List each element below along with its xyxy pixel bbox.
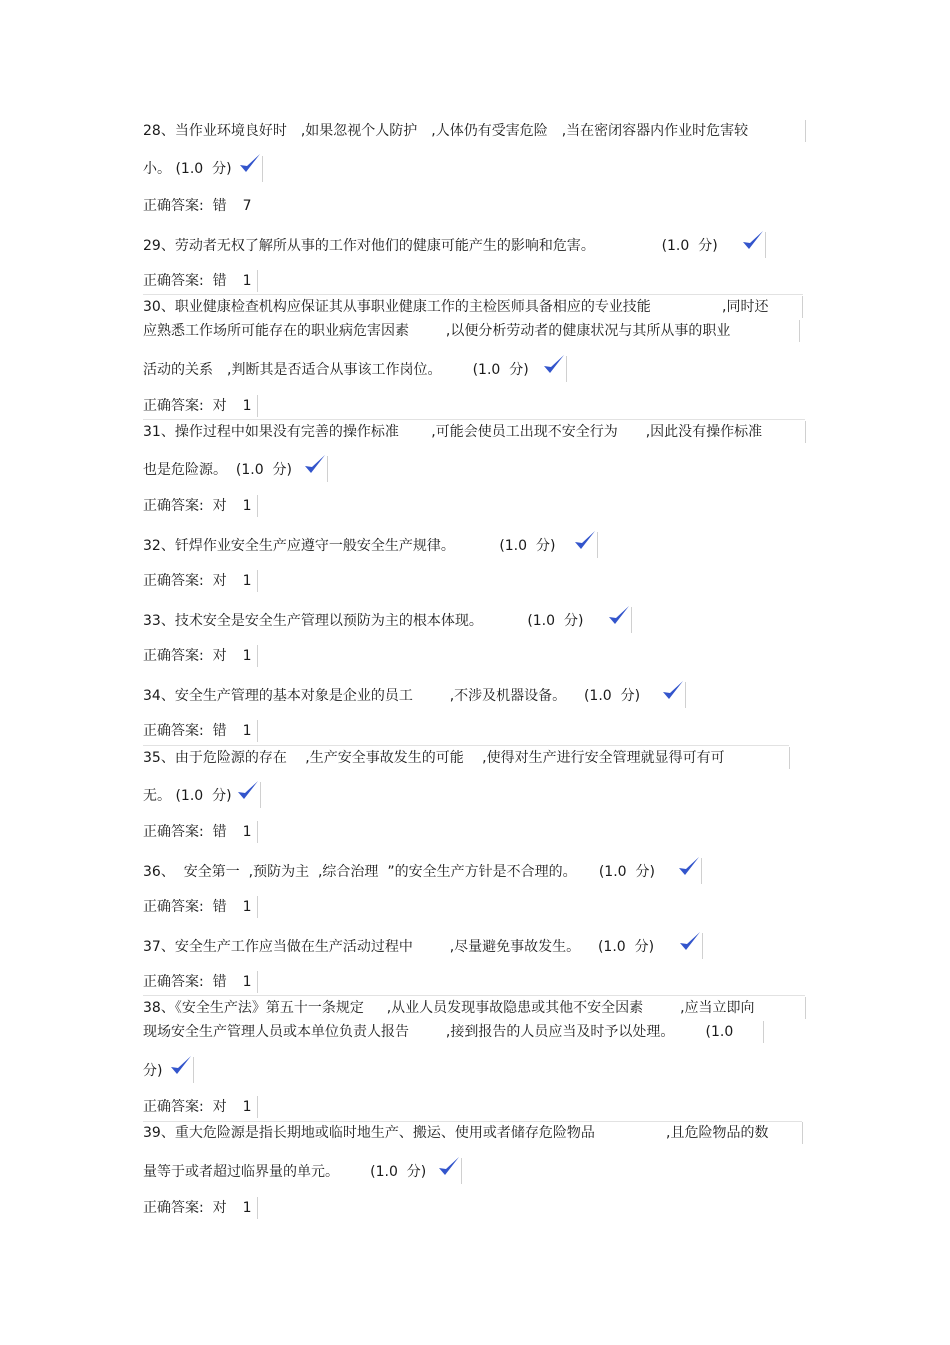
divider [701,858,702,884]
answer-score: 1 [242,824,252,840]
answer-30 [143,397,252,415]
question-31-line-1: 31、操作过程中如果没有完善的操作标准 ,可能会使员工出现不安全行为 ,因此没有操作标准 [143,424,763,440]
question-34-line-1: 34、安全生产管理的基本对象是企业的员工 ,不涉及机器设备。 (1.0 分) [143,688,641,704]
divider [799,320,800,342]
answer-28 [143,197,252,215]
question-28-line-1: 28、当作业环境良好时 ,如果忽视个人防护 ,人体仍有受害危险 ,当在密闭容器内作业时危害较 [143,123,749,139]
question-35-line-2: 无。 (1.0 分) [143,788,232,804]
answer-score: 1 [242,723,252,739]
answer-score: 1 [242,974,252,990]
question-31-line-2: 也是危险源。 (1.0 分) [143,462,292,478]
divider [257,896,258,918]
divider [802,1122,803,1144]
answer-29 [143,272,252,290]
question-36-line-1: 36、 安全第一 ,预防为主 ,综合治理 ”的安全生产方针是不合理的。 (1.0 分) [143,864,655,880]
answer-label: 正确答案: 对 [143,398,227,414]
answer-score: 1 [242,899,252,915]
divider [143,419,805,420]
divider [461,1158,462,1184]
divider [597,532,598,558]
answer-label: 正确答案: 对 [143,498,227,514]
divider [566,356,567,382]
question-38-line-1: 38、《安全生产法》第五十一条规定 ,从业人员发现事故隐患或其他不安全因素 ,应当立即向 [143,1000,755,1016]
check-icon [169,1054,193,1078]
divider [765,232,766,258]
answer-31 [143,497,252,515]
answer-score: 1 [242,398,252,414]
answer-score: 1 [242,1099,252,1115]
divider [193,1057,194,1083]
question-38-line-3: 分) [143,1063,163,1079]
divider [805,120,806,142]
answer-score: 1 [242,273,252,289]
question-33-line-1: 33、技术安全是安全生产管理以预防为主的根本体现。 (1.0 分) [143,613,584,629]
answer-38 [143,1098,252,1116]
question-38-line-2: 现场安全生产管理人员或本单位负责人报告 ,接到报告的人员应当及时予以处理。 (1.0 [143,1024,734,1040]
question-29-line-1: 29、劳动者无权了解所从事的工作对他们的健康可能产生的影响和危害。 (1.0 分) [143,238,718,254]
answer-label: 正确答案: 错 [143,899,227,915]
divider [257,821,258,843]
question-30-line-3: 活动的关系 ,判断其是否适合从事该工作岗位。 (1.0 分) [143,362,529,378]
answer-37 [143,973,252,991]
divider [257,570,258,592]
divider [631,607,632,633]
divider [143,745,789,746]
answer-score: 1 [242,573,252,589]
answer-score: 1 [242,648,252,664]
question-30-line-1: 30、职业健康检查机构应保证其从事职业健康工作的主检医师具备相应的专业技能 ,同时还 [143,299,769,315]
check-icon [661,679,685,703]
question-39-line-2: 量等于或者超过临界量的单元。 (1.0 分) [143,1164,427,1180]
divider [257,645,258,667]
answer-35 [143,823,252,841]
answer-label: 正确答案: 错 [143,974,227,990]
question-30-line-2: 应熟悉工作场所可能存在的职业病危害因素 ,以便分析劳动者的健康状况与其所从事的职业 [143,323,731,339]
divider [802,296,803,318]
divider [257,971,258,993]
answer-label: 正确答案: 错 [143,198,227,214]
divider [685,682,686,708]
divider [805,421,806,443]
divider [257,720,258,742]
answer-score: 7 [242,198,252,214]
check-icon [303,453,327,477]
divider [143,294,803,295]
answer-score: 1 [242,498,252,514]
check-icon [573,529,597,553]
check-icon [677,855,701,879]
answer-39 [143,1199,252,1217]
divider [805,997,806,1019]
answer-34 [143,722,252,740]
answer-label: 正确答案: 对 [143,1099,227,1115]
divider [262,156,263,182]
divider [327,456,328,482]
answer-label: 正确答案: 错 [143,723,227,739]
check-icon [607,604,631,628]
divider [789,747,790,769]
check-icon [238,152,262,176]
divider [143,995,805,996]
answer-label: 正确答案: 对 [143,573,227,589]
answer-label: 正确答案: 对 [143,648,227,664]
answer-36 [143,898,252,916]
answer-32 [143,572,252,590]
divider [260,782,261,808]
question-39-line-1: 39、重大危险源是指长期地或临时地生产、搬运、使用或者储存危险物品 ,且危险物品的数 [143,1125,769,1141]
check-icon [236,779,260,803]
answer-label: 正确答案: 错 [143,273,227,289]
question-32-line-1: 32、钎焊作业安全生产应遵守一般安全生产规律。 (1.0 分) [143,538,556,554]
divider [257,495,258,517]
question-37-line-1: 37、安全生产工作应当做在生产活动过程中 ,尽量避免事故发生。 (1.0 分) [143,939,655,955]
divider [143,1121,802,1122]
check-icon [542,353,566,377]
question-28-line-2: 小。 (1.0 分) [143,161,232,177]
check-icon [741,229,765,253]
answer-label: 正确答案: 对 [143,1200,227,1216]
check-icon [678,930,702,954]
divider [257,270,258,292]
divider [763,1021,764,1043]
divider [257,395,258,417]
check-icon [437,1155,461,1179]
answer-33 [143,647,252,665]
divider [257,1096,258,1118]
divider [702,933,703,959]
answer-label: 正确答案: 错 [143,824,227,840]
question-35-line-1: 35、由于危险源的存在 ,生产安全事故发生的可能 ,使得对生产进行安全管理就显得可有可 [143,750,725,766]
divider [257,1197,258,1219]
answer-score: 1 [242,1200,252,1216]
